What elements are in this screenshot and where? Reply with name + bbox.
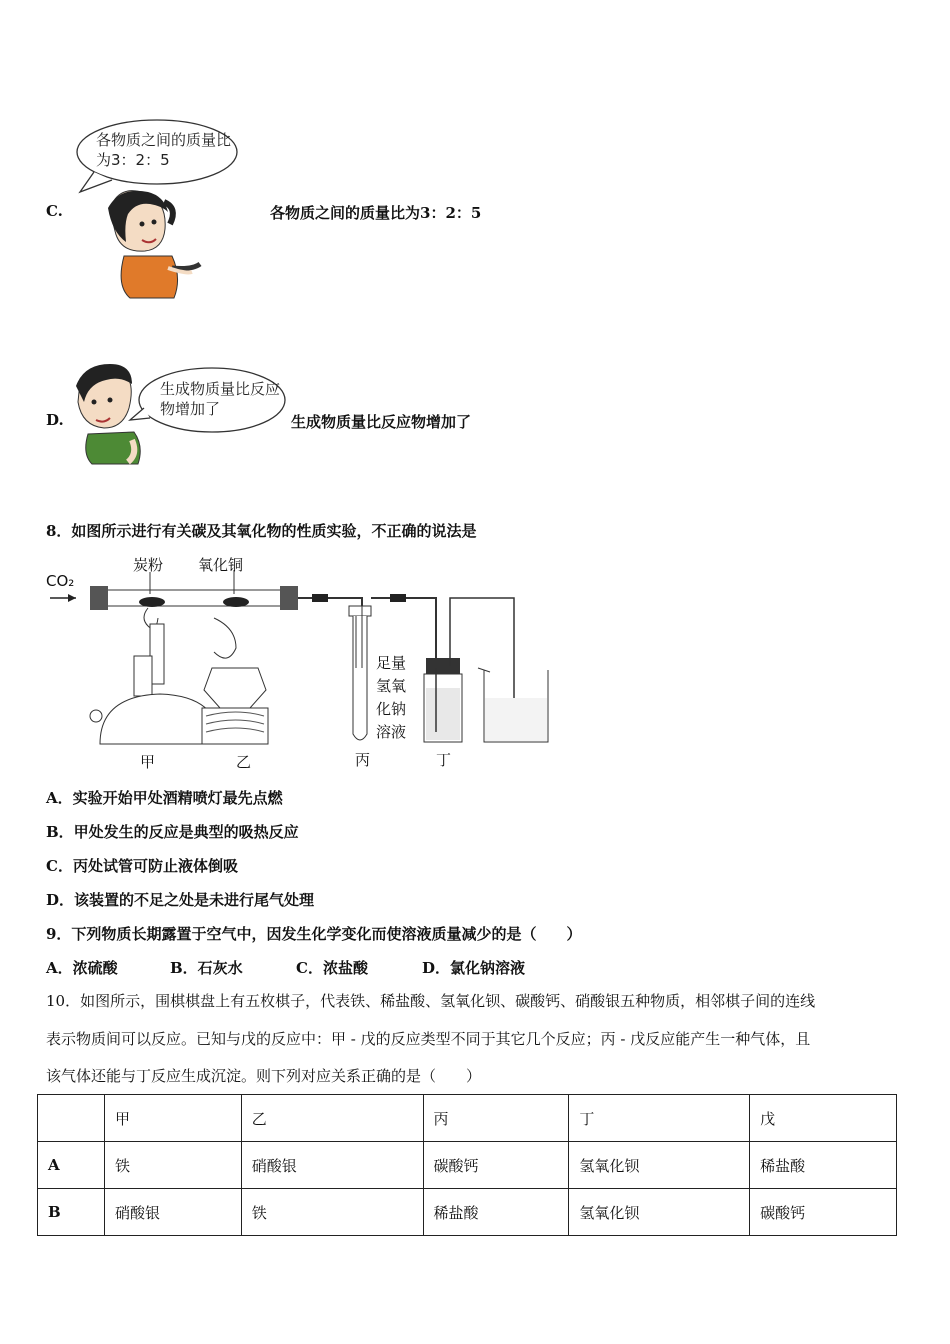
option-c-letter: C. [46, 202, 63, 220]
option-d-letter: D. [46, 411, 64, 429]
q8-apparatus-figure [44, 548, 564, 774]
table-header-cell: 乙 [241, 1095, 423, 1142]
table-cell: 碳酸钙 [750, 1189, 897, 1236]
fig-label-co2: CO₂ [46, 572, 75, 590]
table-cell: 碳酸钙 [423, 1142, 569, 1189]
table-row [38, 1142, 897, 1189]
fig-label-jia: 甲 [140, 753, 156, 771]
table-cell: A [38, 1142, 105, 1189]
table-header-cell: 甲 [104, 1095, 241, 1142]
table-cell: 铁 [241, 1189, 423, 1236]
option-d-bubble-text: 生成物质量比反应物增加了 [160, 380, 281, 418]
q10-stem-line-1: 10．如图所示，围棋棋盘上有五枚棋子，代表铁、稀盐酸、氢氧化钡、碳酸钙、硝酸银五种物质，相邻棋子间的连线 [46, 992, 816, 1010]
table-row [38, 1189, 897, 1236]
table-header-cell: 丁 [569, 1095, 750, 1142]
q8-option-d: D．该装置的不足之处是未进行尾气处理 [46, 891, 315, 909]
q8-option-b: B．甲处发生的反应是典型的吸热反应 [46, 823, 299, 841]
table-cell: 硝酸银 [104, 1189, 241, 1236]
fig-label-naoh-4: 溶液 [376, 723, 407, 741]
q8-option-c: C．丙处试管可防止液体倒吸 [46, 857, 238, 875]
q8-stem: 8．如图所示进行有关碳及其氧化物的性质实验，不正确的说法是 [46, 522, 477, 540]
q9-stem: 9．下列物质长期露置于空气中，因发生化学变化而使溶液质量减少的是（ ） [46, 925, 582, 943]
q9-option-c: C．浓盐酸 [296, 959, 368, 977]
table-cell: 氢氧化钡 [569, 1189, 750, 1236]
option-c-text: 各物质之间的质量比为3：2：5 [270, 204, 482, 222]
fig-label-bing: 丙 [355, 751, 371, 769]
table-header-cell: 戊 [750, 1095, 897, 1142]
table-header-cell [38, 1095, 105, 1142]
table-header-row [38, 1095, 897, 1142]
table-cell: 稀盐酸 [423, 1189, 569, 1236]
table-cell: 氢氧化钡 [569, 1142, 750, 1189]
fig-label-naoh-2: 氢氧 [376, 677, 407, 695]
q10-table [37, 1094, 897, 1236]
q9-option-d: D．氯化钠溶液 [422, 959, 526, 977]
fig-label-yi: 乙 [236, 753, 252, 771]
option-c-bubble-text: 各物质之间的质量比为3：2：5 [96, 131, 232, 169]
table-cell: 铁 [104, 1142, 241, 1189]
fig-label-copper-oxide: 氧化铜 [198, 556, 244, 574]
fig-label-naoh-1: 足量 [376, 654, 407, 672]
q10-stem-line-3: 该气体还能与丁反应生成沉淀。则下列对应关系正确的是（ ） [46, 1067, 482, 1085]
option-d-text: 生成物质量比反应物增加了 [291, 413, 472, 431]
q8-option-a: A．实验开始甲处酒精喷灯最先点燃 [46, 789, 283, 807]
fig-label-carbon-powder: 炭粉 [133, 556, 164, 574]
q10-stem-line-2: 表示物质间可以反应。已知与戊的反应中：甲 - 戊的反应类型不同于其它几个反应；丙 - 戊反应能产生一种气体，且 [46, 1030, 811, 1048]
table-cell: B [38, 1189, 105, 1236]
q9-option-b: B．石灰水 [170, 959, 243, 977]
table-cell: 硝酸银 [241, 1142, 423, 1189]
q9-option-a: A．浓硫酸 [46, 959, 118, 977]
fig-label-naoh-3: 化钠 [376, 700, 407, 718]
table-header-cell: 丙 [423, 1095, 569, 1142]
table-cell: 稀盐酸 [750, 1142, 897, 1189]
fig-label-ding: 丁 [436, 751, 452, 769]
